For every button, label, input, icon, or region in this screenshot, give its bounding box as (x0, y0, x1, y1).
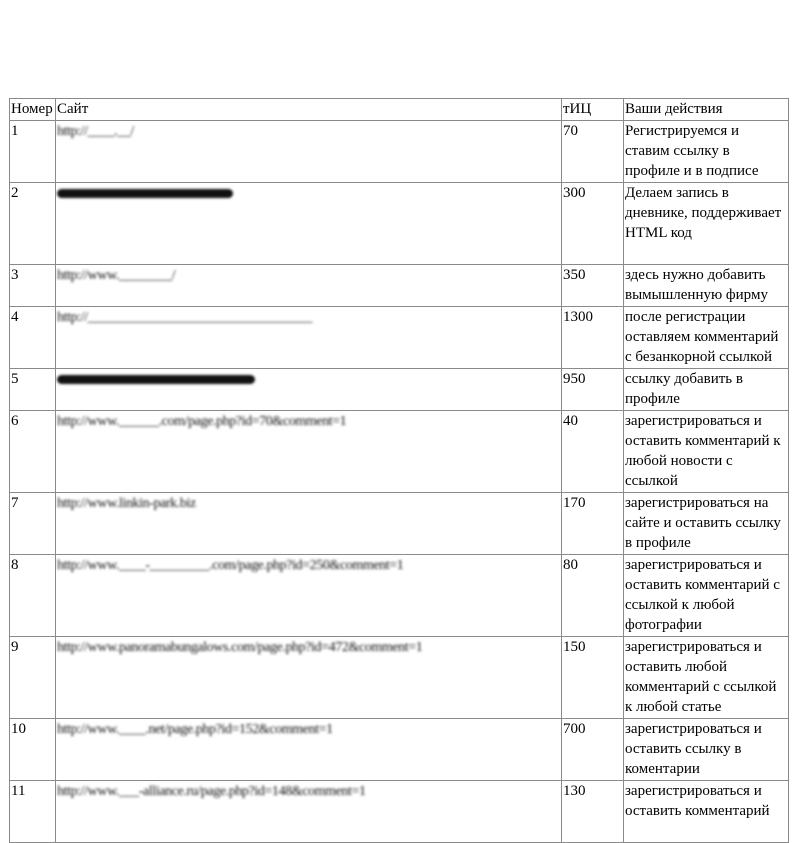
row-action: Делаем запись в дневнике, поддерживает HTML код (624, 183, 789, 265)
row-num: 6 (10, 411, 56, 493)
redacted-link: http://www.______.com/page.php?id=70&comment=1 (57, 414, 347, 429)
row-tic: 950 (562, 369, 624, 411)
row-action: Регистрируемся и ставим ссылку в профиле и в подписе (624, 121, 789, 183)
header-actions: Ваши действия (624, 99, 789, 121)
table-row (10, 307, 789, 369)
row-action: после регистрации оставляем комментарий с безанкорной ссылкой (624, 307, 789, 369)
redaction-blob (57, 375, 255, 384)
table-row (10, 121, 789, 183)
redacted-link: http://__________________________________ (57, 310, 313, 325)
redacted-link: http://www.____.net/page.php?id=152&comment=1 (57, 722, 333, 737)
table-row (10, 183, 789, 265)
row-num: 1 (10, 121, 56, 183)
redacted-link: http://www.___-alliance.ru/page.php?id=148&comment=1 (57, 784, 366, 799)
row-tic: 1300 (562, 307, 624, 369)
redacted-link: http://____.__/ (57, 124, 134, 139)
row-site (56, 121, 562, 183)
row-action: здесь нужно добавить вымышленную фирму (624, 265, 789, 307)
row-num: 8 (10, 555, 56, 637)
row-action: зарегистрироваться и оставить комментарий с ссылкой к любой фотографии (624, 555, 789, 637)
row-num: 7 (10, 493, 56, 555)
table-row (10, 637, 789, 719)
row-num: 5 (10, 369, 56, 411)
row-tic: 150 (562, 637, 624, 719)
header-num: Номер (10, 99, 56, 121)
row-tic: 40 (562, 411, 624, 493)
row-tic: 130 (562, 781, 624, 843)
redacted-link: http://www.linkin-park.biz (57, 496, 196, 511)
table-row (10, 369, 789, 411)
header-tic: тИЦ (562, 99, 624, 121)
table-row (10, 265, 789, 307)
row-tic: 350 (562, 265, 624, 307)
row-action: зарегистрироваться и оставить комментарий к любой новости с ссылкой (624, 411, 789, 493)
row-site (56, 493, 562, 555)
redacted-link: http://www.panoramabungalows.com/page.php?id=472&comment=1 (57, 640, 423, 655)
row-site (56, 781, 562, 843)
table-row (10, 493, 789, 555)
row-site (56, 183, 562, 265)
row-num: 2 (10, 183, 56, 265)
table-row (10, 781, 789, 843)
row-num: 3 (10, 265, 56, 307)
row-num: 9 (10, 637, 56, 719)
row-tic: 300 (562, 183, 624, 265)
row-tic: 170 (562, 493, 624, 555)
row-site (56, 411, 562, 493)
row-action: ссылку добавить в профиле (624, 369, 789, 411)
table-row (10, 719, 789, 781)
row-num: 10 (10, 719, 56, 781)
header-site: Сайт (56, 99, 562, 121)
row-action: зарегистрироваться и оставить любой комментарий с ссылкой к любой статье (624, 637, 789, 719)
row-site (56, 555, 562, 637)
row-site (56, 307, 562, 369)
row-site (56, 369, 562, 411)
row-action: зарегистрироваться и оставить комментарий (624, 781, 789, 843)
row-action: зарегистрироваться на сайте и оставить ссылку в профиле (624, 493, 789, 555)
row-tic: 700 (562, 719, 624, 781)
redacted-link: http://www.____-_________.com/page.php?id=250&comment=1 (57, 558, 404, 573)
redacted-link: http://www.________/ (57, 268, 176, 283)
row-num: 11 (10, 781, 56, 843)
row-num: 4 (10, 307, 56, 369)
table-row (10, 411, 789, 493)
table-row (10, 555, 789, 637)
row-action: зарегистрироваться и оставить ссылку в коментарии (624, 719, 789, 781)
row-site (56, 637, 562, 719)
row-tic: 80 (562, 555, 624, 637)
row-site (56, 265, 562, 307)
redaction-blob (57, 189, 233, 198)
row-site (56, 719, 562, 781)
header-row (10, 99, 789, 121)
row-tic: 70 (562, 121, 624, 183)
sites-table (9, 98, 789, 843)
